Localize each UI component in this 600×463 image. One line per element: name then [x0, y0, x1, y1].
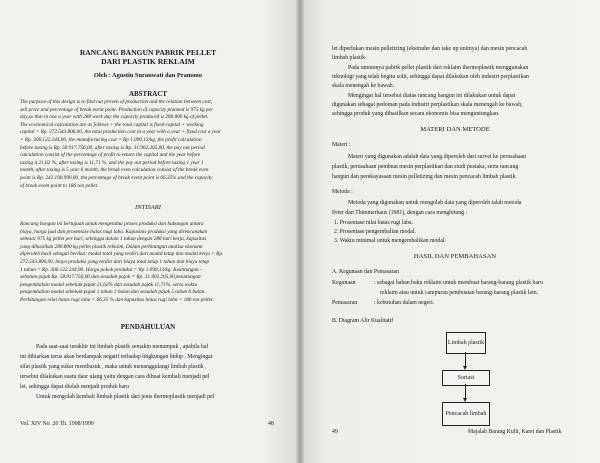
- flow-box-label: Sortasi: [457, 374, 475, 381]
- kegunaan-label: Kegunaan: [332, 280, 356, 286]
- right-page: [300, 0, 600, 463]
- materi-line: plastik, perusahaan pembuat mesin perplastikan dan studi pustaka, serta rancang: [332, 164, 519, 170]
- intro-line: skala menengah ke bawah.: [332, 83, 395, 89]
- intisari-line: 272.543.806,00, biaya produksi yang terdiri dari biaya total tetap 1 tahun dan biaya tetap: [20, 259, 210, 265]
- abstract-line: point is Rp. 242.190.990,00, the percentage of break event point is 66,35% and the capacity: [20, 175, 213, 181]
- article-title-line-2: DARI PLASTIK REKLAIM: [101, 57, 195, 66]
- intisari-line: pengembalian modal sebelum pajak 21,62% dan sesudah pajak 11,71%, serta waktu: [20, 281, 198, 288]
- intisari-line: Perhitungan nilai batas rugi laba = 66,35 % dan kapasitas batas rugi laba = 186 ton pellet.: [20, 297, 214, 303]
- pemasaran-label: Pemasaran: [332, 300, 358, 306]
- intisari-line: biaya, harga jual dan prosentase balas nugi laba. Kapasitas produksi yang direncanakan: [20, 228, 208, 235]
- abstract-line: = Rp. 306.122.244,00, the manufacturing cost = Rp 1.090,13/kg, the profit calculation: [20, 137, 202, 143]
- flow-box-limbah-plastik: [446, 332, 486, 354]
- flow-connector: [465, 352, 466, 367]
- metoda-line: Peter dan Thimmerhaus (1981), dengan cara menghitung :: [332, 210, 468, 216]
- right-page-number: 49: [332, 429, 338, 435]
- materi-label: Materi :: [332, 142, 351, 148]
- intisari-line: yang dihasilkan 280.800 kg pellet plastik reklaim. Dalam perhitungan analisa ekonomi: [20, 243, 203, 250]
- pendahuluan-line: tersebut dilakukan suatu daur ulang yaitu dengan cara dibuat kembali menjadi pel: [20, 374, 210, 380]
- metoda-line: Metoda yang digunakan untuk mengolah data yang diperoleh ialah metoda: [348, 200, 522, 206]
- abstract-line: The economical calculation are as follows + the total capital is fixed capital + working: [20, 121, 204, 128]
- intisari-line: 1 tahun = Rp. 306.122.244,00. Harga pokok produksi = Rp 1.090,13/kg. Keuntungan -: [20, 266, 202, 273]
- left-footer-journal: Vol. XIV No. 26 Th. 1998/1999: [20, 421, 94, 427]
- intro-line: let diperlukan mesin pelletizing (ekstruder dan take up unitnya) dan mesin pencacah: [332, 46, 528, 52]
- intisari-line: diperoleh hasil sebagai berikut: modal total yang terdiri dari modal tetap dan modal kerja = Rp.: [20, 251, 224, 258]
- right-footer-journal: Majalah Barang Kulit, Karet dan Plastik: [468, 429, 562, 435]
- abstract-line: taxing it 21,62 %, after taxing is 11,71 %, and the pay out period before taxing 1 year 1: [20, 159, 204, 166]
- flow-box-label: Pencacah limbah: [445, 410, 487, 417]
- intro-line: limbah plastik: [332, 55, 366, 61]
- metoda-label: Metoda :: [332, 189, 353, 195]
- metoda-list-item: 1. Prosentase nilai batas rugi laba.: [334, 220, 414, 226]
- abstract-line: day,so that in one a year with 288 work day the capacity produced is 280.800 kg of pellet.: [20, 114, 209, 121]
- abstract-line: sell price and percentage of break event point. Production of capacity planned is 975 kg per: [20, 106, 213, 113]
- intisari-line: pengembalian modal sebelum pajak 1 tahun 1 bulan dan sesudah pajak 5 tahun 6 bulan.: [20, 289, 206, 296]
- flow-box-sortasi: [442, 370, 490, 386]
- intro-line: sehingga produk yang dihasilkan secara ekonomis bisa menguntungkan.: [332, 111, 500, 117]
- abstract-line: capital = Rp. 272.543.806,00, the total production cost in a year with a year + fixed cost a year: [20, 129, 222, 136]
- abstract-line: The purpose of this design is to find out proven of production and the relation between cost,: [20, 99, 213, 105]
- intro-line: teknologi yang telah begitu solit, sehingga dapat dilakukan oleh industri perplastikan: [332, 74, 529, 80]
- intisari-line: sebelum pajak Rp. 58.917.756,00 dan sesudah pajak = Rp. 31.902.205,00,keuntungan: [20, 274, 201, 281]
- hasil-pembahasan-heading: HASIL DAN PEMBAHASAN: [413, 253, 497, 260]
- intisari-line: sebesar 975 kg pellet per hari, sehingga dalam 1 tahun dengan 288 hari kerja, kapasitas: [20, 236, 207, 243]
- pemasaran-value: : kebutuhan dalam negeri.: [374, 300, 435, 306]
- flow-connector: [465, 384, 466, 399]
- flow-box-label: Limbah plastik: [447, 339, 485, 346]
- section-a-heading: A. Kegunaan dan Pemasaran: [332, 269, 399, 275]
- intro-line: Pada umumnya pabrik pellet plastik dari reklaim thermoplastik menggunakan: [348, 65, 529, 71]
- pendahuluan-line: sifat plastik yang sukar membusuk , maka untuk menanggulangi limbah plastik: [20, 364, 204, 370]
- materi-line: bangun dan perekayasaan mesin pelletizing dan mesin pencacah limbah plastik.: [332, 174, 517, 180]
- article-authors: Oleh : Agustin Suranwati dan Pramono: [93, 72, 203, 79]
- pendahuluan-line: Untuk mengolah kembali limbah plastik dari jenis thermoplastik menjadi pel: [36, 394, 215, 400]
- intisari-line: Rancang bangun ini bertujuan untuk mengetahui proses produksi dan hubungan antara: [20, 221, 204, 227]
- kegunaan-line: reklaim atau untuk campuran pembuatan barang-barang plastik lain.: [380, 290, 539, 296]
- metoda-list-item: 3. Waktu minimal untuk mengembalikan modal.: [334, 238, 446, 244]
- pendahuluan-heading: PENDAHULUAN: [120, 323, 176, 331]
- section-b-heading: B. Diagram Alir Kualitatif: [332, 318, 394, 324]
- materi-line: Materi yang digunakan adalah data yang diperoleh dari survei ke perusahaan: [348, 154, 527, 160]
- article-title-line-1: RANCANG BANGUN PABRIK PELLET: [79, 48, 217, 57]
- materi-metode-heading: MATERI DAN METODE: [420, 126, 490, 133]
- metoda-list-item: 2. Prosentase pengembalian modal.: [334, 229, 416, 235]
- abstract-line: month, after taxing is 5 year 6 month, the break even calculation consist of the break even: [20, 167, 209, 174]
- abstract-line: of break event point to 186 ton pellet.: [20, 182, 99, 189]
- book-gutter: [296, 0, 304, 463]
- kegunaan-line: : sebagai bahan baku reklaim untuk membuat barang-barang plastik baru: [374, 280, 543, 286]
- pendahuluan-line: ini dibiarkan terus akan berdampak negatif terhadap lingkungan hidup . Mengingat: [20, 354, 213, 360]
- intro-line: Mengingat hal tersebut diatas rancang bangun ini dilakukan untuk dapat: [348, 93, 516, 99]
- abstract-heading: ABSTRACT: [128, 90, 168, 98]
- left-page-number: 48: [268, 421, 274, 427]
- pendahuluan-line: let, sehingga dapat diolah menjadi produk baru: [20, 384, 129, 390]
- intro-line: digunakan sebagai pedoman pada industri perplastikan skala menengah ke bawah,: [332, 102, 523, 108]
- pendahuluan-line: Pada saat-saat terakhir ini limbah plastik semakin menumpuk , apabila hal: [36, 344, 209, 350]
- flow-box-pencacah-limbah: [442, 402, 490, 426]
- intisari-heading: INTISARI: [134, 204, 161, 211]
- abstract-line: before taxing is Rp. 58.917.756,00, after taxing is Rp. 31.902.205,00, the pay out period: [20, 144, 205, 151]
- abstract-line: calculation consist of the percentage of profit to return the capital and the year before: [20, 152, 201, 159]
